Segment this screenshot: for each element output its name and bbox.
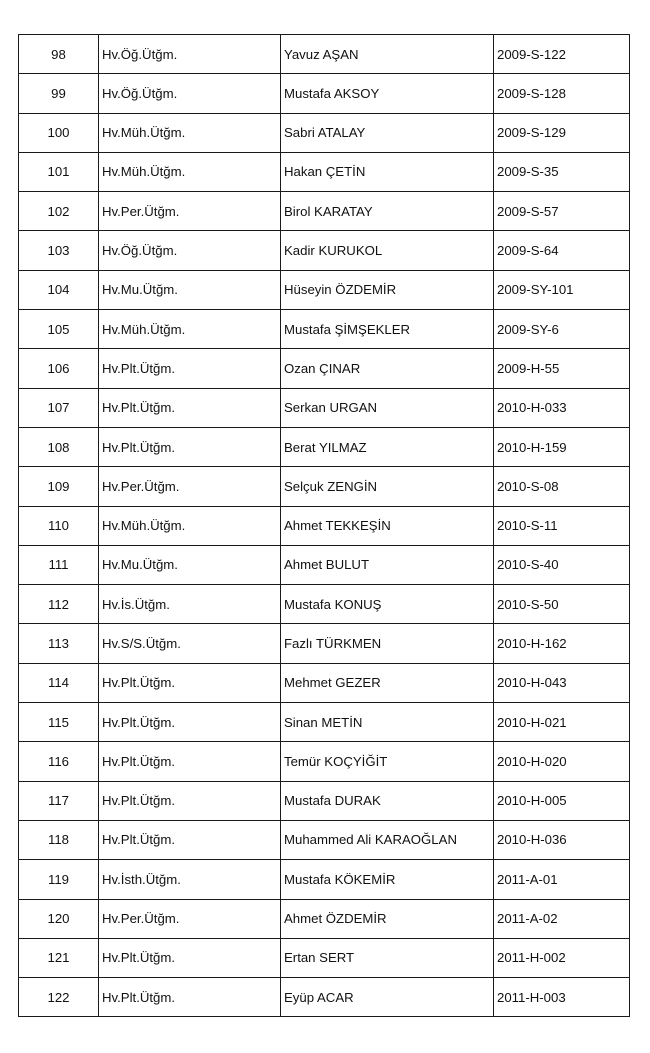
table-row <box>19 781 630 820</box>
table-row <box>19 585 630 624</box>
name-cell: Birol KARATAY <box>281 192 494 231</box>
registry-code-cell: 2011-A-02 <box>494 899 630 938</box>
registry-code-cell: 2010-H-021 <box>494 703 630 742</box>
name-cell: Mehmet GEZER <box>281 663 494 702</box>
table-row <box>19 35 630 74</box>
registry-code-cell: 2010-H-162 <box>494 624 630 663</box>
row-number: 118 <box>19 820 99 859</box>
rank-cell: Hv.Mu.Ütğm. <box>99 545 281 584</box>
table-row <box>19 938 630 977</box>
row-number: 111 <box>19 545 99 584</box>
row-number: 114 <box>19 663 99 702</box>
registry-code-cell: 2009-SY-101 <box>494 270 630 309</box>
row-number: 115 <box>19 703 99 742</box>
rank-cell: Hv.Per.Ütğm. <box>99 899 281 938</box>
name-cell: Temür KOÇYİĞİT <box>281 742 494 781</box>
name-cell: Fazlı TÜRKMEN <box>281 624 494 663</box>
registry-code-cell: 2011-A-01 <box>494 860 630 899</box>
registry-code-cell: 2010-S-11 <box>494 506 630 545</box>
row-number: 122 <box>19 978 99 1017</box>
rank-cell: Hv.Plt.Ütğm. <box>99 938 281 977</box>
table-row <box>19 192 630 231</box>
rank-cell: Hv.Plt.Ütğm. <box>99 388 281 427</box>
name-cell: Mustafa DURAK <box>281 781 494 820</box>
row-number: 121 <box>19 938 99 977</box>
table-row <box>19 860 630 899</box>
registry-code-cell: 2010-H-005 <box>494 781 630 820</box>
row-number: 102 <box>19 192 99 231</box>
name-cell: Selçuk ZENGİN <box>281 467 494 506</box>
registry-code-cell: 2010-S-50 <box>494 585 630 624</box>
table-row <box>19 388 630 427</box>
name-cell: Serkan URGAN <box>281 388 494 427</box>
registry-code-cell: 2010-H-036 <box>494 820 630 859</box>
rank-cell: Hv.Mu.Ütğm. <box>99 270 281 309</box>
registry-code-cell: 2009-H-55 <box>494 349 630 388</box>
registry-code-cell: 2010-H-159 <box>494 427 630 466</box>
registry-code-cell: 2010-H-020 <box>494 742 630 781</box>
table-row <box>19 231 630 270</box>
registry-code-cell: 2009-S-128 <box>494 74 630 113</box>
row-number: 109 <box>19 467 99 506</box>
row-number: 98 <box>19 35 99 74</box>
table-row <box>19 545 630 584</box>
table-row <box>19 899 630 938</box>
registry-code-cell: 2009-S-35 <box>494 152 630 191</box>
registry-code-cell: 2009-S-122 <box>494 35 630 74</box>
name-cell: Mustafa KONUŞ <box>281 585 494 624</box>
name-cell: Ertan SERT <box>281 938 494 977</box>
registry-code-cell: 2010-H-043 <box>494 663 630 702</box>
table-row <box>19 349 630 388</box>
rank-cell: Hv.Plt.Ütğm. <box>99 742 281 781</box>
rank-cell: Hv.Per.Ütğm. <box>99 467 281 506</box>
row-number: 108 <box>19 427 99 466</box>
name-cell: Mustafa KÖKEMİR <box>281 860 494 899</box>
table-row <box>19 506 630 545</box>
row-number: 116 <box>19 742 99 781</box>
registry-code-cell: 2010-H-033 <box>494 388 630 427</box>
rank-cell: Hv.Öğ.Ütğm. <box>99 35 281 74</box>
registry-code-cell: 2010-S-08 <box>494 467 630 506</box>
row-number: 110 <box>19 506 99 545</box>
name-cell: Ahmet ÖZDEMİR <box>281 899 494 938</box>
name-cell: Eyüp ACAR <box>281 978 494 1017</box>
row-number: 120 <box>19 899 99 938</box>
table-row <box>19 310 630 349</box>
table-row <box>19 74 630 113</box>
registry-code-cell: 2009-S-57 <box>494 192 630 231</box>
table-row <box>19 978 630 1017</box>
rank-cell: Hv.Plt.Ütğm. <box>99 781 281 820</box>
table-row <box>19 820 630 859</box>
name-cell: Mustafa ŞİMŞEKLER <box>281 310 494 349</box>
table-row <box>19 742 630 781</box>
table-row <box>19 663 630 702</box>
registry-code-cell: 2010-S-40 <box>494 545 630 584</box>
rank-cell: Hv.Müh.Ütğm. <box>99 506 281 545</box>
row-number: 119 <box>19 860 99 899</box>
name-cell: Ozan ÇINAR <box>281 349 494 388</box>
name-cell: Hüseyin ÖZDEMİR <box>281 270 494 309</box>
table-row <box>19 113 630 152</box>
table-row <box>19 703 630 742</box>
row-number: 112 <box>19 585 99 624</box>
rank-cell: Hv.Plt.Ütğm. <box>99 703 281 742</box>
rank-cell: Hv.Öğ.Ütğm. <box>99 74 281 113</box>
table-row <box>19 624 630 663</box>
registry-code-cell: 2009-S-64 <box>494 231 630 270</box>
rank-cell: Hv.İs.Ütğm. <box>99 585 281 624</box>
name-cell: Berat YILMAZ <box>281 427 494 466</box>
personnel-table-body <box>19 35 630 1017</box>
rank-cell: Hv.Plt.Ütğm. <box>99 820 281 859</box>
name-cell: Sinan METİN <box>281 703 494 742</box>
rank-cell: Hv.S/S.Ütğm. <box>99 624 281 663</box>
row-number: 100 <box>19 113 99 152</box>
rank-cell: Hv.Plt.Ütğm. <box>99 978 281 1017</box>
name-cell: Kadir KURUKOL <box>281 231 494 270</box>
row-number: 104 <box>19 270 99 309</box>
name-cell: Muhammed Ali KARAOĞLAN <box>281 820 494 859</box>
row-number: 117 <box>19 781 99 820</box>
rank-cell: Hv.Müh.Ütğm. <box>99 113 281 152</box>
row-number: 105 <box>19 310 99 349</box>
name-cell: Mustafa AKSOY <box>281 74 494 113</box>
name-cell: Hakan ÇETİN <box>281 152 494 191</box>
table-row <box>19 467 630 506</box>
rank-cell: Hv.Müh.Ütğm. <box>99 310 281 349</box>
rank-cell: Hv.Plt.Ütğm. <box>99 349 281 388</box>
registry-code-cell: 2009-S-129 <box>494 113 630 152</box>
name-cell: Ahmet TEKKEŞİN <box>281 506 494 545</box>
table-row <box>19 152 630 191</box>
personnel-table <box>18 34 630 1017</box>
registry-code-cell: 2009-SY-6 <box>494 310 630 349</box>
registry-code-cell: 2011-H-002 <box>494 938 630 977</box>
rank-cell: Hv.Per.Ütğm. <box>99 192 281 231</box>
row-number: 106 <box>19 349 99 388</box>
table-row <box>19 270 630 309</box>
rank-cell: Hv.Öğ.Ütğm. <box>99 231 281 270</box>
name-cell: Sabri ATALAY <box>281 113 494 152</box>
name-cell: Yavuz AŞAN <box>281 35 494 74</box>
rank-cell: Hv.Müh.Ütğm. <box>99 152 281 191</box>
rank-cell: Hv.Plt.Ütğm. <box>99 663 281 702</box>
rank-cell: Hv.İsth.Ütğm. <box>99 860 281 899</box>
row-number: 113 <box>19 624 99 663</box>
name-cell: Ahmet BULUT <box>281 545 494 584</box>
rank-cell: Hv.Plt.Ütğm. <box>99 427 281 466</box>
table-row <box>19 427 630 466</box>
row-number: 103 <box>19 231 99 270</box>
registry-code-cell: 2011-H-003 <box>494 978 630 1017</box>
row-number: 101 <box>19 152 99 191</box>
row-number: 107 <box>19 388 99 427</box>
row-number: 99 <box>19 74 99 113</box>
